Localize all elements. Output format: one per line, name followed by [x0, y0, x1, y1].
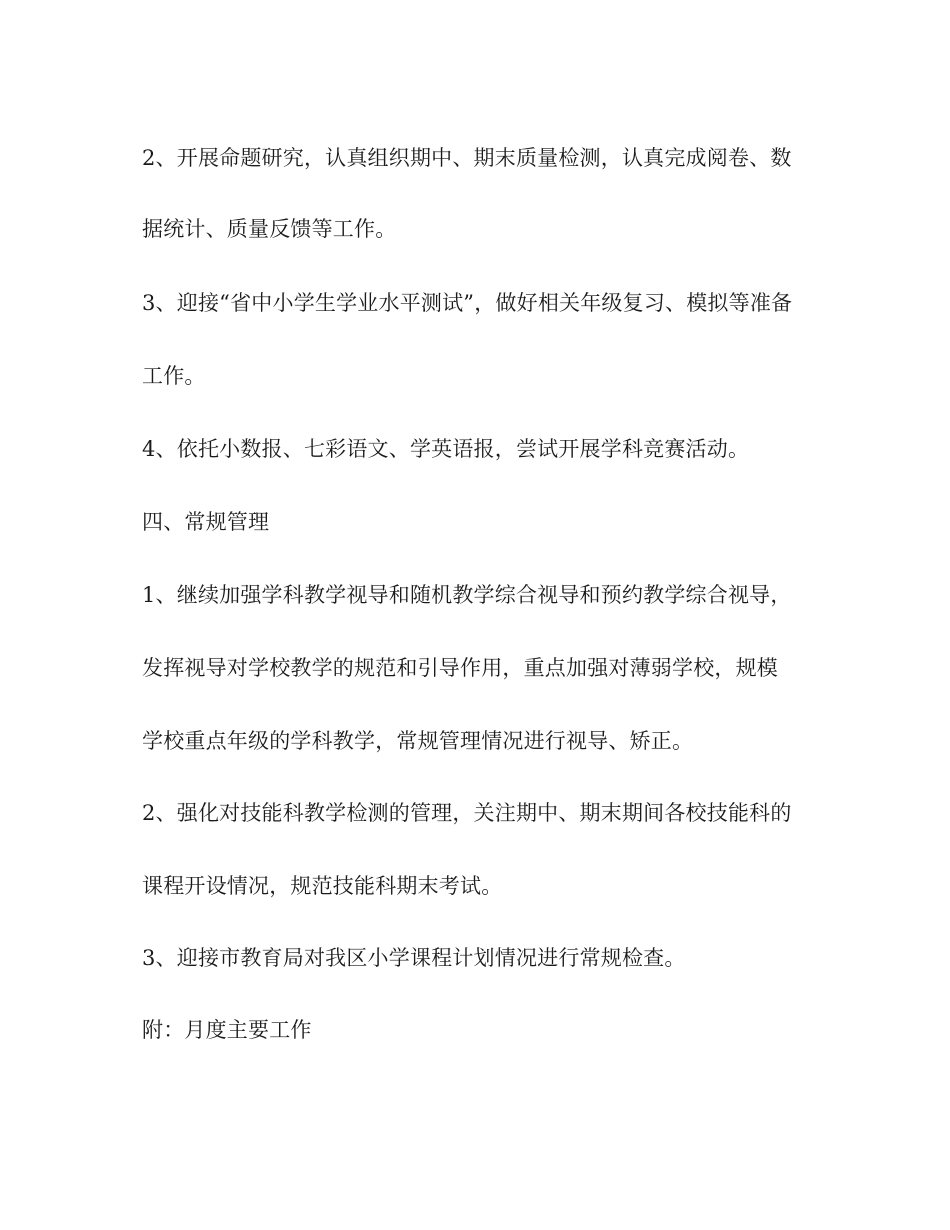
- paragraph-routine-2-line-1: 2、强化对技能科教学检测的管理，关注期中、期末期间各校技能科的: [142, 801, 792, 825]
- paragraph-routine-1-line-1: 1、继续加强学科教学视导和随机教学综合视导和预约教学综合视导，: [142, 583, 792, 607]
- paragraph-item-4: 4、依托小数报、七彩语文、学英语报，尝试开展学科竞赛活动。: [142, 437, 750, 461]
- appendix-heading-monthly-work: 附：月度主要工作: [142, 1018, 312, 1042]
- paragraph-item-3-line-2: 工作。: [142, 364, 206, 388]
- paragraph-routine-1-line-2: 发挥视导对学校教学的规范和引导作用，重点加强对薄弱学校，规模: [142, 656, 778, 680]
- paragraph-item-3-line-1: 3、迎接“省中小学生学业水平测试”，做好相关年级复习、模拟等准备: [142, 291, 793, 315]
- paragraph-routine-3: 3、迎接市教育局对我区小学课程计划情况进行常规检查。: [142, 946, 686, 970]
- paragraph-routine-1-line-3: 学校重点年级的学科教学，常规管理情况进行视导、矫正。: [142, 729, 694, 753]
- paragraph-item-2-line-2: 据统计、质量反馈等工作。: [142, 217, 397, 241]
- section-heading-routine-management: 四、常规管理: [142, 510, 270, 534]
- paragraph-routine-2-line-2: 课程开设情况，规范技能科期末考试。: [142, 874, 503, 898]
- paragraph-item-2-line-1: 2、开展命题研究，认真组织期中、期末质量检测，认真完成阅卷、数: [142, 146, 792, 170]
